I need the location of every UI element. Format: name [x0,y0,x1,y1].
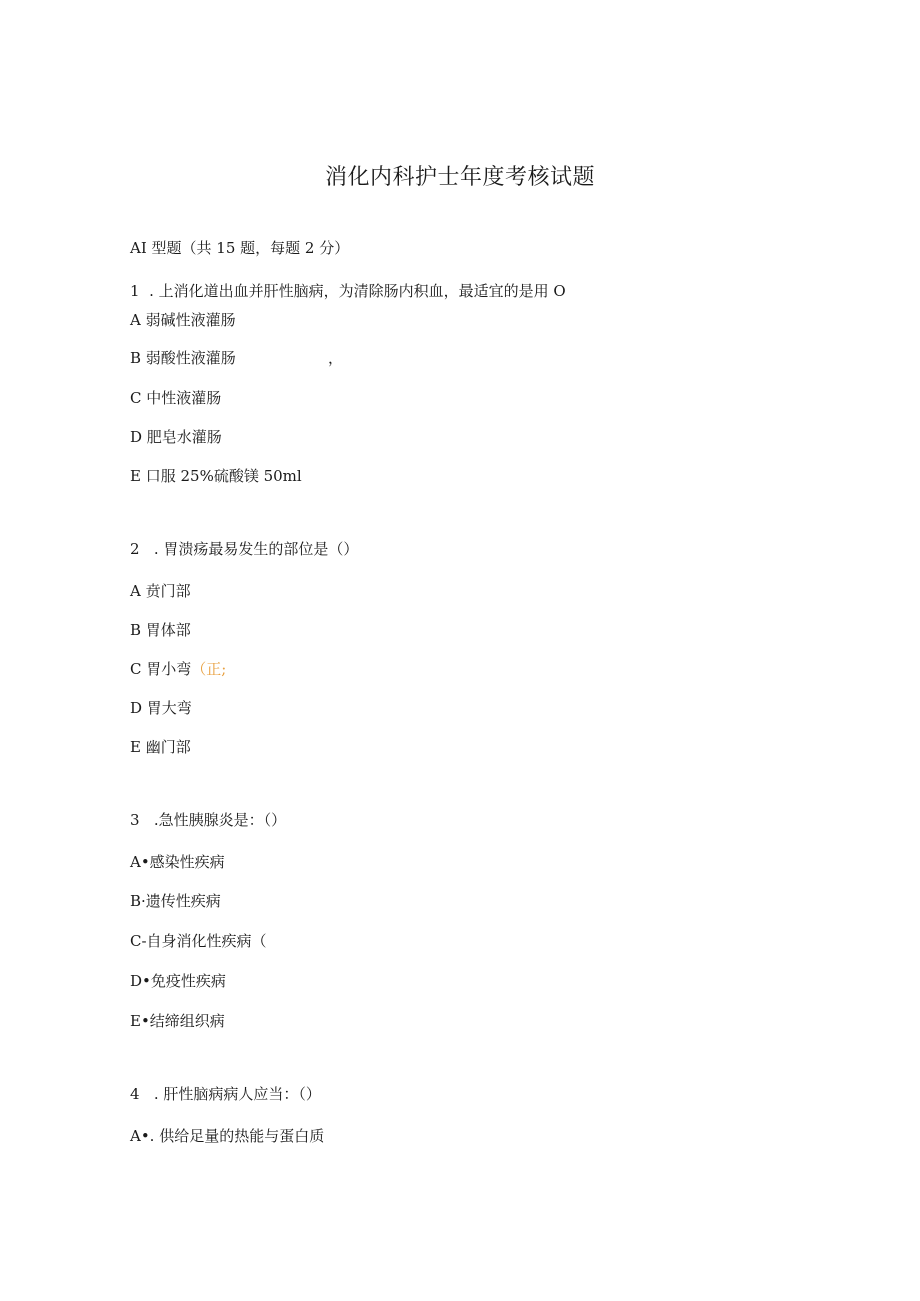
question-stem: 3 .急性胰腺炎是：（） [130,811,287,829]
option-e: E 口服 25%硫酸镁 50ml [130,467,302,485]
option-b: B·遗传性疾病 [130,892,221,910]
page-title: 消化内科护士年度考核试题 [324,165,595,190]
answer-hint: （正; [191,660,227,678]
question-stem: 1 . 上消化道出血并肝性脑病，为清除肠内积血，最适宜的是用 O [130,282,566,300]
option-d: D 胃大弯 [130,699,192,717]
option-c: C 中性液灌肠 [130,389,222,407]
question-stem: 2 . 胃溃疡最易发生的部位是（） [130,540,359,558]
option-c: C-自身消化性疾病（ [130,932,267,950]
question-stem: 4 . 肝性脑病病人应当：（） [130,1085,321,1103]
section-header: AI 型题（共 15 题，每题 2 分） [130,239,350,257]
option-b: B 胃体部 [130,621,191,639]
option-a: A 贲门部 [130,582,191,600]
option-e: E•结缔组织病 [130,1012,225,1030]
option-a: A•感染性疾病 [130,853,225,871]
option-d: D•免疫性疾病 [130,972,226,990]
option-a: A 弱碱性液灌肠 [130,311,236,329]
option-d: D 肥皂水灌肠 [130,428,222,446]
option-c: C 胃小弯 [130,660,192,678]
option-e: E 幽门部 [130,738,191,756]
stray-comma: ， [328,349,344,367]
option-a: A•. 供给足量的热能与蛋白质 [130,1127,325,1145]
option-c-row [130,659,226,679]
option-b: B 弱酸性液灌肠 [130,349,236,367]
